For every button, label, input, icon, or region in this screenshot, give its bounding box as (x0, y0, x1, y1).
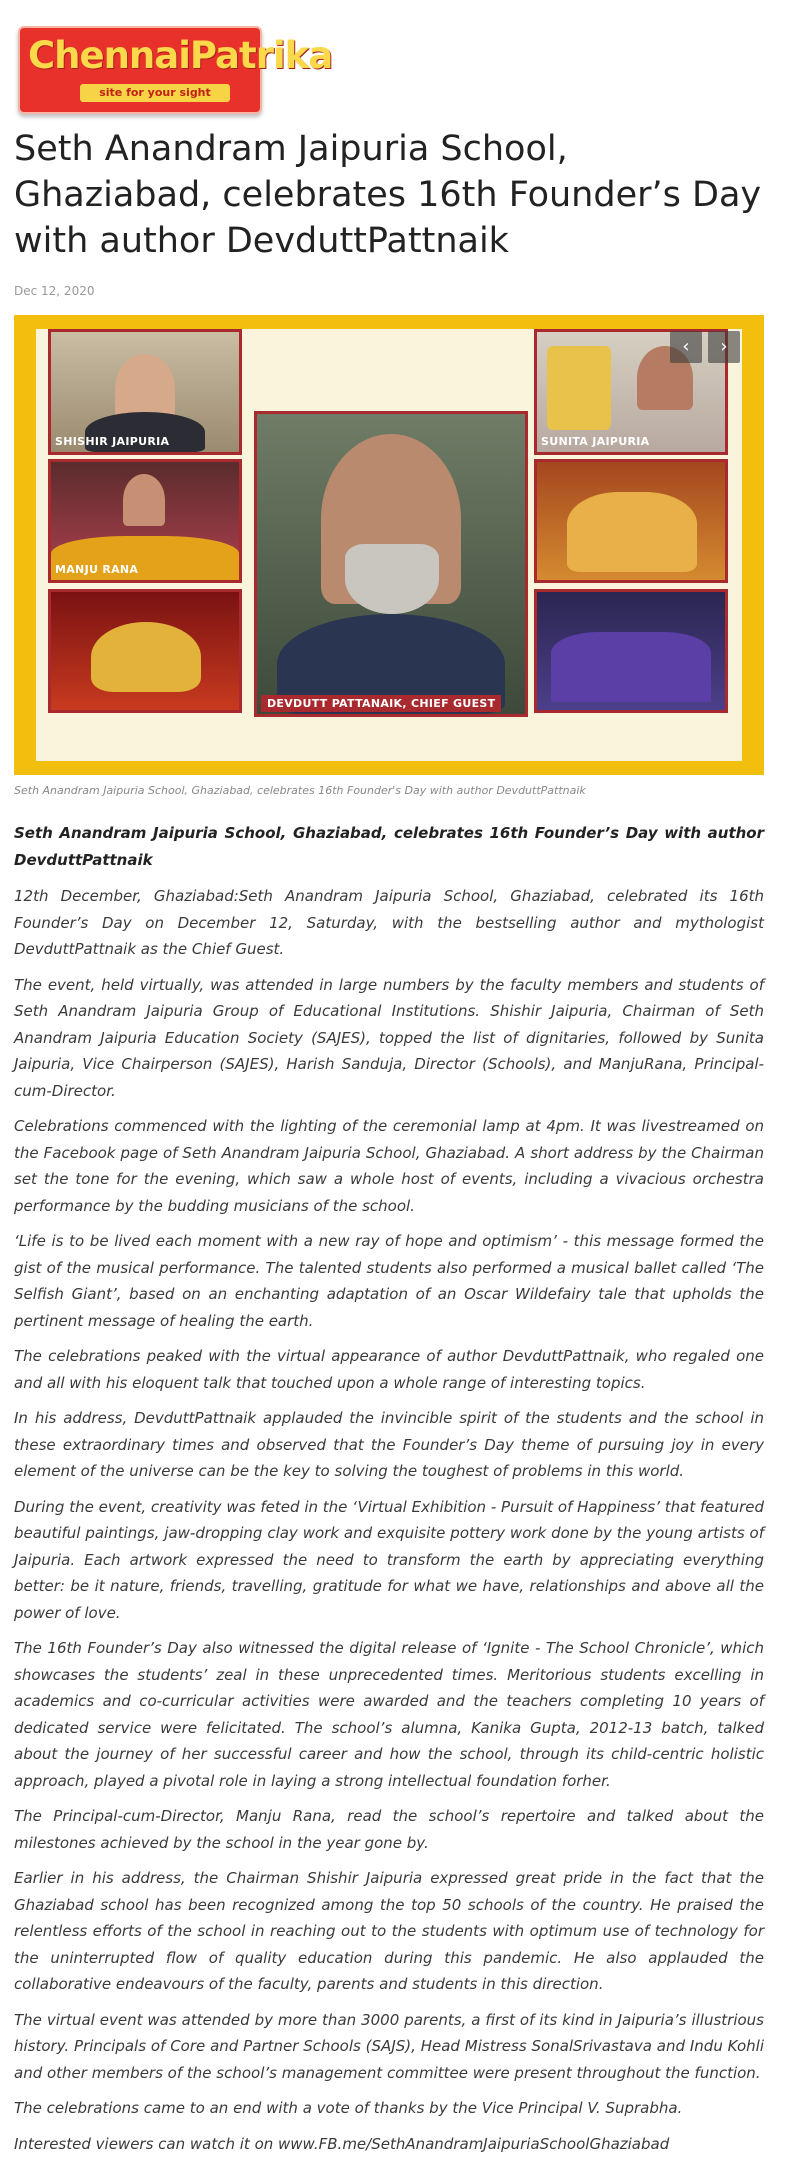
collage-image (36, 329, 742, 761)
paragraph: The event, held virtually, was attended in large numbers by the faculty members and students of Seth Anandram Jaipuria Group of Educational Institutions. Shishir Jaipuria, Chairman of Seth Anandram Jaipuria Education Society (SAJES), topped the list of dignitaries, followed by Sunita Jaipuria, Vice Chairperson (SAJES), Harish Sanduja, Director (Schools), and ManjuRana, Principal-cum-Director. (14, 975, 764, 1100)
paragraph-link[interactable]: Interested viewers can watch it on www.FB.me/SethAnandramJaipuriaSchoolGhaziabad (14, 2134, 670, 2153)
slider-next-button[interactable]: › (708, 331, 740, 363)
article-date: Dec 12, 2020 (14, 284, 95, 298)
slider-prev-button[interactable]: ‹ (670, 331, 702, 363)
photo-shishir-jaipuria (48, 329, 242, 455)
beard (345, 544, 439, 614)
paragraph: The celebrations came to an end with a vote of thanks by the Vice Principal V. Suprabha. (14, 2099, 683, 2117)
label-manju: MANJU RANA (55, 563, 139, 576)
logo-name: ChennaiPatrika (28, 34, 333, 77)
featured-image-slider[interactable] (14, 315, 764, 775)
image-caption: Seth Anandram Jaipuria School, Ghaziabad, celebrates 16th Founder's Day with author DevduttPattnaik (14, 784, 586, 797)
photo-manju-rana (48, 459, 242, 583)
paragraph: In his address, DevduttPattnaik applauded the invincible spirit of the students and the school in these extraordinary times and observed that the Founder’s Day theme of pursuing joy in every element of the universe can be the key to solving the toughest of problems in this world. (14, 1409, 764, 1480)
paragraph: Earlier in his address, the Chairman Shishir Jaipuria expressed great pride in the fact that the Ghaziabad school has been recognized among the top 50 schools of the country. He praised the relentless efforts of the school in reaching out to the students with optimum use of technology for the uninterrupted flow of quality education during this pandemic. He also applauded the collaborative endeavours of the faculty, parents and students in this direction. (14, 1869, 764, 1993)
site-logo[interactable] (18, 26, 333, 122)
paragraph: The 16th Founder’s Day also witnessed the digital release of ‘Ignite - The School Chronicle’, which showcases the students’ zeal in these unprecedented times. Meritorious students excelling in academics and co-curricular activities were awarded and the teachers completing 10 years of dedicated service were felicitated. The school’s alumna, Kanika Gupta, 2012-13 batch, talked about the journey of her successful career and how the school, through its child-centric holistic approach, played a pivotal role in laying a strong intellectual foundation forher. (14, 1639, 764, 1790)
book-cover (547, 346, 611, 430)
article-body (14, 820, 764, 2166)
photo-devdutt-pattanaik (254, 411, 528, 717)
logo-badge (18, 26, 333, 114)
paragraph: The virtual event was attended by more than 3000 parents, a first of its kind in Jaipuria’s illustrious history. Principals of Core and Partner Schools (SAJS), Head Mistress SonalSrivastava and Indu Kohli and other members of the school’s management committee were present throughout the function. (14, 2010, 764, 2082)
paragraph: The celebrations peaked with the virtual appearance of author DevduttPattnaik, who regaled one and all with his eloquent talk that touched upon a whole range of interesting topics. (14, 1347, 764, 1392)
photo-dance-performance (48, 589, 242, 713)
logo-tagline: site for your sight (80, 84, 230, 102)
label-shishir: SHISHIR JAIPURIA (55, 435, 170, 448)
paragraph: The Principal-cum-Director, Manju Rana, read the school’s repertoire and talked about the milestones achieved by the school in the year gone by. (14, 1807, 764, 1852)
paragraph: Celebrations commenced with the lighting of the ceremonial lamp at 4pm. It was livestreamed on the Facebook page of Seth Anandram Jaipuria School, Ghaziabad. A short address by the Chairman set the tone for the evening, which saw a whole host of events, including a vivacious orchestra performance by the budding musicians of the school. (14, 1117, 764, 1215)
label-devdutt: DEVDUTT PATTANAIK, CHIEF GUEST (261, 695, 501, 712)
label-sunita: SUNITA JAIPURIA (541, 435, 650, 448)
dancers (91, 622, 201, 692)
paragraph: ‘Life is to be lived each moment with a new ray of hope and optimism’ - this message formed the gist of the musical performance. The talented students also performed a musical ballet called ‘The Selfish Giant’, based on an enchanting adaptation of an Oscar Wildefairy tale that upholds the pertinent message of healing the earth. (14, 1232, 764, 1330)
paragraph: 12th December, Ghaziabad:Seth Anandram Jaipuria School, Ghaziabad, celebrated its 16th Founder’s Day on December 12, Saturday, with the bestselling author and mythologist DevduttPattnaik as the Chief Guest. (14, 887, 764, 958)
ceremony-group (567, 492, 697, 572)
choir-group (551, 632, 711, 702)
article-title: Seth Anandram Jaipuria School, Ghaziabad, celebrates 16th Founder’s Day with author DevduttPattnaik (14, 129, 762, 261)
person-figure (123, 474, 165, 526)
photo-orchestra (534, 589, 728, 713)
article-lead: Seth Anandram Jaipuria School, Ghaziabad, celebrates 16th Founder’s Day with author DevduttPattnaik (14, 824, 764, 869)
photo-lamp-lighting (534, 459, 728, 583)
paragraph: During the event, creativity was feted in the ‘Virtual Exhibition - Pursuit of Happiness’ that featured beautiful paintings, jaw-dropping clay work and exquisite pottery work done by the young artists of Jaipuria. Each artwork expressed the need to transform the earth by appreciating everything better: be it nature, friends, travelling, gratitude for what we have, relationships and above all the power of love. (14, 1497, 764, 1622)
